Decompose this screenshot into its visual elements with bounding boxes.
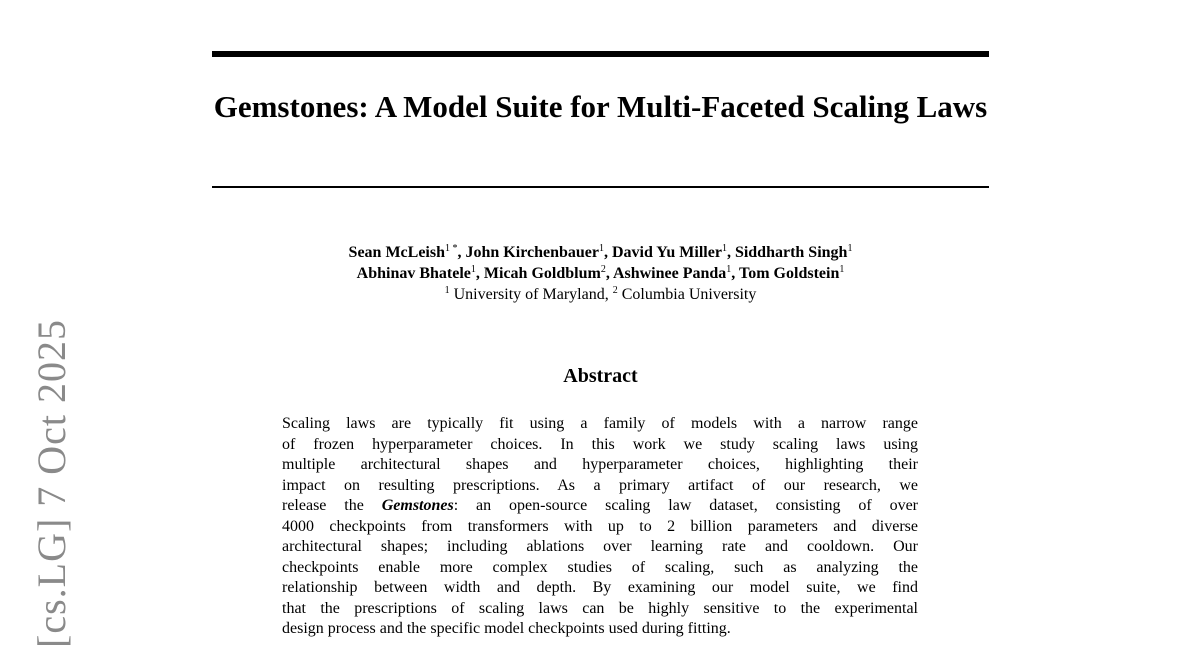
author-name: Ashwinee Panda [612, 265, 727, 282]
abstract-line: multiple architectural shapes and hyperparameter choices, highlighting their [282, 456, 918, 473]
abstract-line: impact on resulting prescriptions. As a primary artifact of our research, we [282, 476, 918, 494]
author-line-1 [212, 242, 989, 263]
affiliation-sup-1: 1 [444, 285, 450, 296]
author-line-2 [212, 263, 989, 284]
author-name: Micah Goldblum [483, 265, 601, 282]
affiliation-sup-2: 2 [612, 285, 618, 296]
author-separator: , [475, 265, 484, 282]
author-affiliation-sup: 1 * [445, 243, 458, 254]
author-affiliation-sup: 1 [726, 264, 732, 275]
author-name: David Yu Miller [612, 244, 722, 261]
abstract-line [282, 496, 918, 517]
author-affiliation-sup: 1 [721, 243, 727, 254]
arxiv-stamp: [cs.LG] 7 Oct 2025 [29, 318, 74, 648]
abstract-text: : an open-source scaling law dataset, consisting of over [453, 497, 918, 514]
paper-title: Gemstones: A Model Suite for Multi-Faceted Scaling Laws [213, 89, 988, 124]
abstract-text: release the [282, 497, 382, 514]
abstract-line: checkpoints enable more complex studies of scaling, such as analyzing the [282, 558, 918, 576]
author-separator: , [605, 265, 613, 282]
author-affiliation-sup: 1 [839, 264, 845, 275]
author-affiliation-sup: 2 [600, 264, 606, 275]
abstract-line: architectural shapes; including ablations over learning rate and cooldown. Our [282, 538, 918, 555]
author-name: Abhinav Bhatele [356, 265, 471, 282]
author-separator: , [726, 244, 735, 261]
abstract-line: relationship between width and depth. By examining our model suite, we find [282, 579, 918, 596]
abstract-line: of frozen hyperparameter choices. In this work we study scaling laws using [282, 435, 918, 453]
author-block [212, 242, 989, 305]
author-separator: , [457, 244, 466, 261]
affiliations [212, 284, 989, 305]
author-name: Sean McLeish [348, 244, 445, 261]
title-bottom-rule [212, 186, 989, 188]
author-affiliation-sup: 1 [470, 264, 476, 275]
abstract-line: Scaling laws are typically fit using a family of models with a narrow range [282, 415, 918, 432]
author-affiliation-sup: 1 [599, 243, 604, 254]
author-name: Tom Goldstein [739, 265, 840, 282]
author-name: Siddharth Singh [734, 244, 848, 261]
title-top-rule [212, 51, 989, 57]
author-separator: , [731, 265, 740, 282]
dataset-name-emphasis: Gemstones [381, 497, 454, 514]
author-separator: , [604, 244, 612, 261]
abstract-line: 4000 checkpoints from transformers with up to 2 billion parameters and diverse [282, 517, 918, 535]
abstract-line: design process and the specific model checkpoints used during fitting. [282, 620, 731, 637]
abstract-line: that the prescriptions of scaling laws can be highly sensitive to the experimental [282, 599, 918, 617]
author-affiliation-sup: 1 [847, 243, 853, 254]
author-name: John Kirchenbauer [465, 244, 599, 261]
affiliation-text-1: University of Maryland, [449, 286, 613, 303]
affiliation-text-2: Columbia University [617, 286, 757, 303]
abstract-heading: Abstract [563, 365, 638, 387]
abstract-body [282, 414, 918, 640]
